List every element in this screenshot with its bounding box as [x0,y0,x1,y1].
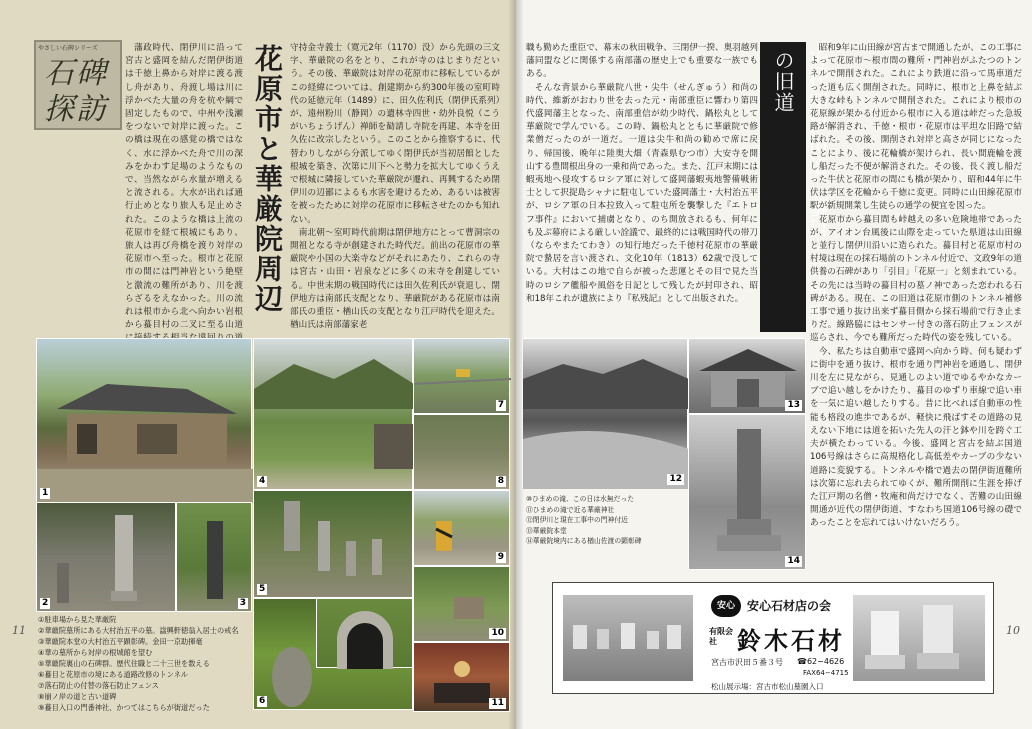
caption-item: ⑥蟇目と花原市の境にある道路改修のトンネル [38,670,188,679]
caption-item: ②華厳院墓所にある大村治五平の墓。諡興軒徳翁入居士の戒名 [38,626,239,635]
left-col1: 藩政時代、閉伊川に沿って宮古と盛岡を結んだ閉伊街道は千徳上鼻から対岸に渡る渡し舟があり、舟渡し場は川に浮かべた大量の舟を杭や綱で固定したもので、中州や浅瀬をつないで対岸に渡った。この橋は現在の感覚の橋ではなく、水に浮かべた舟で川の深みをかわす足場のようなもので、当然ながら水量が増えると流される。大水が出れば通行止めとなり旅人も足止めされた。このような橋は上流の花原市を経て根城にもあり、旅人は再び舟橋を渡り対岸の花原市へ至った。根市と花原市の間には門神岩という絶壁と激流の難所があり、川を渡らざるをえなかった。川の流れは根市から北へ向かい岩根から蟇目村の二叉に至る山道 [125,43,243,331]
ad-tagline: 安心石材店の会 [747,599,832,613]
right-col2: 昭和9年に山田線が宮古まで開通したが、この工事によって花原市〜根市間の難所・門神岩がふたつのトンネルで開削された。これにより鉄道に沿って馬車道だった道も広く開削された。同時に、根市と上鼻を結ぶ大きな峠もトンネルで開削された。これにより根市の花原線が架かる付近から根市に入る道は峠だった急坂路が解消され、千徳・根市・花原市は平坦な旧路で結ばれた。その後、開削され対岸と高さが同じになったことにより、後に花輪橋が架けられ、長い間鹿輪を渡し船だった不便が解消された。その後、長く渡し船だった牛伏と花原市の間にも橋が架かり、昭和44年に牛伏は学区を花輪から千徳に変更。同時に山田線花原市駅が新規開業し生徒らの通学の便宜を図った。 花原市から蟇目間も峠越えの多い危険地帯であったが、アイオン台風後に山際を走っていた県道は山田線と並行し閉伊川沿いに造られた。蟇目村と花原市村の村境は現在の採石場前のトンネル付近で、文政9年の道供養の石碑があり「引目」「花原一」と刻まれている。その先には当時の蟇目村の墓ノ神であった恋われる石碑がある。現在、この旧道は花原市側のトンネル補修工事で通り抜け出来ず蟇目側から採石場前で行き止まりだ。線路脇にはセンサー付きの落石防止フェンスが巡らされ、今でも難所だった時代の姿を残している。 今、私たちは自動車で盛岡へ向かう時、何も疑わずに街中を通り抜け、根市を通り門神岩を通過し、閉伊川を左に見ながら、見通しのよい道でゆるやかなカーブで追い越しをかけたり、蟇目のゆずり車線で追い車を一気に追い越したりする。昔に比べれば自動車の性能も格段の進歩であるが、軽快に飛ばすその道路の見えない下地には道を拓いた先人の汗と鉢や川を跨ぐ工夫が横たわっている。今後、盛岡と宮古を結ぶ国道106号線はさらに高規格化し高低差やカーブの少ない道路に変貌する。トンネルや橋で過去の閉伊街道難所は次第に忘れ去られてゆくが、難所開削に生涯を捧げた江戸期の名僧・牧庵和尚だけでなく、苦難の山田線開通が近代の閉伊街道、すなわち国道106号線の礎であったことを忘れてはいけないだろう。 [810,43,1022,529]
photo-12-river [522,338,688,488]
photo-14-label: 14 [787,556,800,566]
photo-4-valley [253,338,413,490]
ad-photo-stones [853,595,985,681]
photo-9-road [413,490,510,566]
caption-item: ①駐車場から見た華厳院 [38,615,117,624]
caption-item: ⑪ひまめの滝で近る華厳神社 [526,505,615,514]
photo-1-label: 1 [42,488,49,498]
right-col1: 職も勤めた重臣で、幕末の秋田戦争、三閉伊一揆、奥羽越列藩同盟などに関係する南部藩の歴史上でも重要な一族でもある。 そんな背景から華厳院八世・尖牛（せんぎゅう）和尚の時代、維新がおわり世を去った元・南部重臣に響わり第四代盛岡藩主となった、南部重信が幼少時代、鍋松丸として華厳院で学んでいる。この時、鍋松丸とともに華厳院で修業僧だったのが一道だ。一道は尖牛和尚の勧めで席に戻り、帰国後、晩年に陸奥大畑（青森県むつ市）大安寺を開山する豊間根出身の一乗和尚であった。また、江戸末期には蝦夷地へ侵攻するロシア軍に対して盛岡藩蝦夷地警備戦術士として択捉島シャナに駐屯していた盛岡藩士・大村治五平が、ロシア軍の日本拉致入って駐屯所を襲撃した『エトロフ事件』において捕虜となり、のち開放されるも、何年にも及ぶ幕府による厳しい詮議で、最終的には戦国時代の帯刀（ならやまたてわき）の知行地だった千徳村花原市の華厳院で蟄居を言い渡され、文化10年（1813）62歳で没している。大村はこの地で自らが被った悲運とその目で見た当時のロシア艦船や風俗を日記として残したが封印され、昭和18年これが遺族により『私残記』として出版された。 [526,43,758,304]
caption-item: ③華厳院本堂の大村治五平顕彰碑。金田一京助揮毫 [38,637,203,646]
photo-11-shrine [413,642,510,712]
badge-series-text: やさしい石碑シリーズ [38,45,98,52]
badge-glyphs: 石碑探訪 [44,56,108,127]
right-page-title: 近代閉伊街道、蟇目・花原市の旧道 [771,50,829,323]
left-col2: 守持金寺義士（寛元2年（1170）没）から先頭の三文字、華厳院の名をとり、これが寺のはじまりだという。その後、華厳院は対岸の花原市に移転しているがこの経緯については、創建期から約300年後の室町時代の延徳元年（1489）に、田久佐利氏（閉伊氏系列）が、遠州粉川（静岡）の遺林寺四世・幼外良悦（こうがいちょうげん）禅師を勧請し寺院を再建、本寺を田久佐に改宗したという。このことから推察するに、代替わりしながら分派してゆく閉伊氏が当初居館とした根城を築き、次第に川下へと勢力を拡大してゆくうえで根城に隣接していた華厳院が遷れ、再興するため閉伊川の辺鄙によるも水害を避けるため、あるいは被害を被ったために対岸の花原市に移転させたのかも知れない。 南北朝〜室町時代前期は閉伊地方にとって曹洞宗の開祖となる寺が創建された時代だ。前出の花原市の華厳院や小国の大楽寺などがそれにあたり、これらの寺は宮古・山田・岩泉などに多くの末寺を創建している。中世末期の戦国時代には田久佐利氏が衰退し、閉伊地方は南部氏支配となり、華厳院がある花原市は南部氏の重臣・楢山氏の支配となり江戸時代を迎えた。楢山氏は南部藩家老 [290,43,500,331]
caption-item: ⑧崩ノ岸の道と古い道碑 [38,692,117,701]
ad-company-type: 有限会社 [709,627,733,646]
caption-item: ⑦落石防止の付替の落石防止フェンス [38,681,159,690]
caption-item: ⑨蟇目入口の門番神社、かつてはこちらが街道だった [38,703,210,712]
caption-item: ⑬華厳院本堂 [526,526,567,535]
photo-7-fence [413,338,510,414]
photo-14-monument [688,414,806,570]
ad-seal: 安心 [711,595,741,617]
right-title-band [760,42,829,332]
photo-6-label: 6 [259,696,266,706]
photo-5-label: 5 [259,584,266,594]
photo-11-label: 11 [491,698,504,708]
photo-2-label: 2 [42,598,49,608]
photo-3-label: 3 [239,598,246,608]
caption-item: ⑭華厳院境内にある楢山佐渡の顕彰碑 [526,537,642,545]
left-captions [38,614,250,713]
photo-12-label: 12 [669,474,682,484]
photo-1-temple [36,338,252,502]
ad-showroom: 松山展示場：宮古市松山墓園入口 [711,682,824,691]
caption-item: ⑫閉伊川と現在工事中の門神付近 [526,516,628,524]
photo-13-temple [688,338,806,414]
advertisement [552,582,994,694]
book-spine-shadow [508,0,524,729]
right-captions [526,494,686,547]
photo-3-monument [176,502,252,612]
ad-fax: FAX64−4715 [803,669,849,677]
photo-4-label: 4 [259,476,266,486]
photo-13-label: 13 [787,400,800,410]
ad-tel: ☎62−4626 [797,657,845,666]
ad-company-name: 鈴木石材 [737,626,845,655]
ad-photo-showroom [563,595,693,681]
right-page [516,0,1032,729]
photo-5-stones [253,490,413,598]
photo-8-label: 8 [497,476,504,486]
left-page-number: 11 [12,624,26,637]
photo-6b-tunnel-arch [316,598,413,668]
photo-7-label: 7 [497,400,504,410]
caption-item: ⑤華厳院裏山の石碑群。歴代住職と二十三世を数える [38,659,210,668]
right-page-number: 10 [1006,624,1020,637]
series-badge [34,40,122,130]
photo-10-tunnel [413,566,510,642]
photo-2-grave [36,502,176,612]
caption-item: ⑩ひまめの滝、この日は水無だった [526,495,635,503]
left-page-title: 花原市と華厳院周辺 [251,44,284,314]
photo-8-path [413,414,510,490]
ad-address: 宮古市沢田５番３号 [711,658,783,667]
photo-9-label: 9 [497,552,504,562]
photo-10-label: 10 [491,628,504,638]
caption-item: ④華の墓所から対岸の根城館を望む [38,648,153,657]
